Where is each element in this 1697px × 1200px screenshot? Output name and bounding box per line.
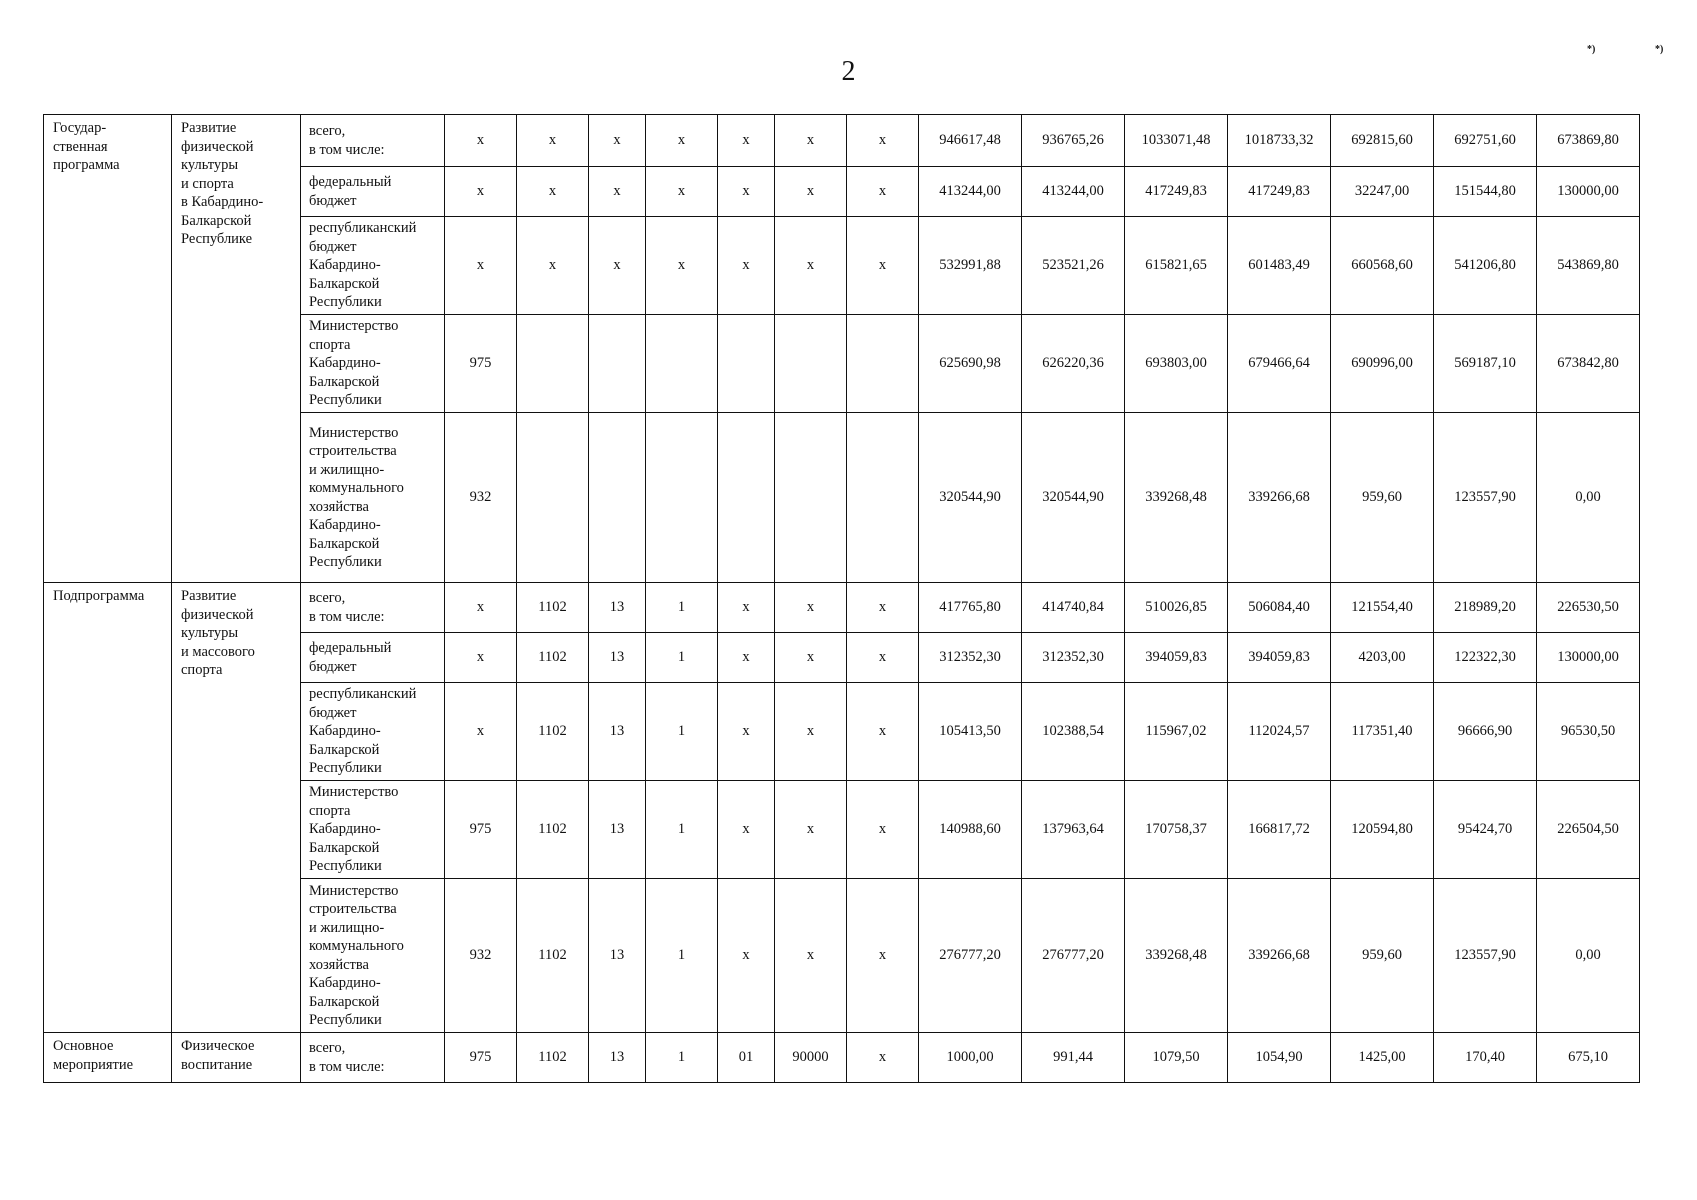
budget-code-cell xyxy=(847,413,919,583)
funding-source-cell: Министерство строительства и жилищно- коммунального хозяйства Кабардино- Балкарской Республики xyxy=(301,413,445,583)
amount-cell: 32247,00 xyxy=(1331,167,1434,217)
budget-code-cell xyxy=(646,315,718,413)
funding-source-cell: федеральный бюджет xyxy=(301,167,445,217)
amount-cell: 123557,90 xyxy=(1434,413,1537,583)
amount-cell: 312352,30 xyxy=(1022,633,1125,683)
budget-code-cell: 01 xyxy=(718,1033,775,1083)
funding-source-cell: всего, в том числе: xyxy=(301,583,445,633)
amount-cell: 140988,60 xyxy=(919,781,1022,879)
amount-cell: 0,00 xyxy=(1537,879,1640,1033)
budget-code-cell: x xyxy=(847,167,919,217)
amount-cell: 115967,02 xyxy=(1125,683,1228,781)
budget-code-cell: 975 xyxy=(445,781,517,879)
amount-cell: 510026,85 xyxy=(1125,583,1228,633)
amount-cell: 170758,37 xyxy=(1125,781,1228,879)
budget-code-cell: 1102 xyxy=(517,683,589,781)
program-status-cell: Основное мероприятие xyxy=(44,1033,172,1083)
funding-source-cell: Министерство спорта Кабардино- Балкарской Республики xyxy=(301,315,445,413)
amount-cell: 673869,80 xyxy=(1537,115,1640,167)
amount-cell: 339266,68 xyxy=(1228,879,1331,1033)
funding-source-cell: Министерство строительства и жилищно- коммунального хозяйства Кабардино- Балкарской Республики xyxy=(301,879,445,1033)
amount-cell: 137963,64 xyxy=(1022,781,1125,879)
funding-source-cell: всего, в том числе: xyxy=(301,1033,445,1083)
amount-cell: 122322,30 xyxy=(1434,633,1537,683)
funding-source-cell: федеральный бюджет xyxy=(301,633,445,683)
budget-code-cell: x xyxy=(445,115,517,167)
budget-code-cell: 1 xyxy=(646,683,718,781)
budget-code-cell: x xyxy=(847,781,919,879)
budget-code-cell: x xyxy=(775,633,847,683)
budget-code-cell: x xyxy=(847,633,919,683)
budget-code-cell: 13 xyxy=(589,633,646,683)
amount-cell: 660568,60 xyxy=(1331,217,1434,315)
funding-source-cell: Министерство спорта Кабардино- Балкарской Республики xyxy=(301,781,445,879)
amount-cell: 96530,50 xyxy=(1537,683,1640,781)
budget-code-cell: 975 xyxy=(445,1033,517,1083)
amount-cell: 0,00 xyxy=(1537,413,1640,583)
budget-code-cell: x xyxy=(718,115,775,167)
amount-cell: 417249,83 xyxy=(1228,167,1331,217)
amount-cell: 1425,00 xyxy=(1331,1033,1434,1083)
amount-cell: 312352,30 xyxy=(919,633,1022,683)
amount-cell: 626220,36 xyxy=(1022,315,1125,413)
program-name-cell: Развитие физической культуры и массового спорта xyxy=(172,583,301,1033)
budget-code-cell: x xyxy=(445,633,517,683)
amount-cell: 123557,90 xyxy=(1434,879,1537,1033)
budget-code-cell: x xyxy=(445,217,517,315)
budget-code-cell: 90000 xyxy=(775,1033,847,1083)
budget-code-cell: 1102 xyxy=(517,1033,589,1083)
amount-cell: 506084,40 xyxy=(1228,583,1331,633)
amount-cell: 394059,83 xyxy=(1228,633,1331,683)
budget-code-cell: x xyxy=(718,167,775,217)
budget-code-cell: x xyxy=(718,583,775,633)
amount-cell: 4203,00 xyxy=(1331,633,1434,683)
amount-cell: 112024,57 xyxy=(1228,683,1331,781)
amount-cell: 946617,48 xyxy=(919,115,1022,167)
amount-cell: 151544,80 xyxy=(1434,167,1537,217)
amount-cell: 413244,00 xyxy=(919,167,1022,217)
amount-cell: 692751,60 xyxy=(1434,115,1537,167)
budget-code-cell: x xyxy=(445,683,517,781)
amount-cell: 120594,80 xyxy=(1331,781,1434,879)
amount-cell: 1054,90 xyxy=(1228,1033,1331,1083)
amount-cell: 541206,80 xyxy=(1434,217,1537,315)
budget-code-cell: x xyxy=(589,167,646,217)
amount-cell: 1033071,48 xyxy=(1125,115,1228,167)
amount-cell: 226504,50 xyxy=(1537,781,1640,879)
amount-cell: 276777,20 xyxy=(919,879,1022,1033)
budget-code-cell: x xyxy=(847,879,919,1033)
budget-code-cell: x xyxy=(646,167,718,217)
amount-cell: 218989,20 xyxy=(1434,583,1537,633)
budget-code-cell: x xyxy=(718,217,775,315)
amount-cell: 417249,83 xyxy=(1125,167,1228,217)
budget-code-cell: 13 xyxy=(589,1033,646,1083)
budget-code-cell: 13 xyxy=(589,781,646,879)
amount-cell: 690996,00 xyxy=(1331,315,1434,413)
budget-code-cell: x xyxy=(445,583,517,633)
budget-code-cell: 975 xyxy=(445,315,517,413)
amount-cell: 625690,98 xyxy=(919,315,1022,413)
amount-cell: 679466,64 xyxy=(1228,315,1331,413)
amount-cell: 130000,00 xyxy=(1537,633,1640,683)
table-body xyxy=(44,115,1640,1083)
budget-code-cell: x xyxy=(646,217,718,315)
amount-cell: 1000,00 xyxy=(919,1033,1022,1083)
amount-cell: 320544,90 xyxy=(1022,413,1125,583)
budget-code-cell: x xyxy=(445,167,517,217)
amount-cell: 675,10 xyxy=(1537,1033,1640,1083)
amount-cell: 339268,48 xyxy=(1125,413,1228,583)
scan-mark: *) xyxy=(1655,44,1664,55)
program-status-cell: Государ- ственная программа xyxy=(44,115,172,583)
budget-table xyxy=(43,114,1640,1083)
budget-code-cell: 1 xyxy=(646,1033,718,1083)
amount-cell: 569187,10 xyxy=(1434,315,1537,413)
budget-code-cell xyxy=(847,315,919,413)
budget-code-cell: x xyxy=(517,217,589,315)
amount-cell: 417765,80 xyxy=(919,583,1022,633)
budget-code-cell: 932 xyxy=(445,413,517,583)
amount-cell: 673842,80 xyxy=(1537,315,1640,413)
budget-code-cell xyxy=(589,413,646,583)
budget-code-cell: x xyxy=(718,781,775,879)
funding-source-cell: всего, в том числе: xyxy=(301,115,445,167)
budget-code-cell xyxy=(517,315,589,413)
budget-code-cell: x xyxy=(847,583,919,633)
amount-cell: 166817,72 xyxy=(1228,781,1331,879)
budget-code-cell xyxy=(775,315,847,413)
amount-cell: 117351,40 xyxy=(1331,683,1434,781)
budget-code-cell: x xyxy=(775,167,847,217)
funding-source-cell: республиканский бюджет Кабардино- Балкарской Республики xyxy=(301,683,445,781)
budget-code-cell: 1102 xyxy=(517,781,589,879)
budget-code-cell: 1 xyxy=(646,879,718,1033)
budget-code-cell: 13 xyxy=(589,683,646,781)
table-row xyxy=(44,115,1640,167)
amount-cell: 1018733,32 xyxy=(1228,115,1331,167)
amount-cell: 276777,20 xyxy=(1022,879,1125,1033)
amount-cell: 601483,49 xyxy=(1228,217,1331,315)
budget-code-cell: x xyxy=(775,217,847,315)
budget-code-cell: x xyxy=(718,683,775,781)
budget-code-cell: x xyxy=(847,217,919,315)
amount-cell: 414740,84 xyxy=(1022,583,1125,633)
budget-code-cell: x xyxy=(775,683,847,781)
scan-mark: *) xyxy=(1587,44,1596,55)
amount-cell: 121554,40 xyxy=(1331,583,1434,633)
budget-code-cell: 1 xyxy=(646,781,718,879)
budget-code-cell xyxy=(517,413,589,583)
amount-cell: 991,44 xyxy=(1022,1033,1125,1083)
amount-cell: 615821,65 xyxy=(1125,217,1228,315)
amount-cell: 170,40 xyxy=(1434,1033,1537,1083)
funding-source-cell: республиканский бюджет Кабардино- Балкарской Республики xyxy=(301,217,445,315)
amount-cell: 693803,00 xyxy=(1125,315,1228,413)
budget-code-cell: x xyxy=(775,583,847,633)
budget-code-cell xyxy=(646,413,718,583)
budget-code-cell: x xyxy=(517,167,589,217)
budget-code-cell: x xyxy=(775,879,847,1033)
amount-cell: 339268,48 xyxy=(1125,879,1228,1033)
program-name-cell: Развитие физической культуры и спорта в Кабардино- Балкарской Республике xyxy=(172,115,301,583)
amount-cell: 95424,70 xyxy=(1434,781,1537,879)
program-name-cell: Физическое воспитание xyxy=(172,1033,301,1083)
budget-code-cell: x xyxy=(517,115,589,167)
table-row xyxy=(44,1033,1640,1083)
amount-cell: 1079,50 xyxy=(1125,1033,1228,1083)
budget-code-cell: 1102 xyxy=(517,633,589,683)
budget-code-cell: 1102 xyxy=(517,879,589,1033)
budget-code-cell: 13 xyxy=(589,879,646,1033)
budget-code-cell xyxy=(718,315,775,413)
budget-code-cell xyxy=(775,413,847,583)
budget-code-cell xyxy=(718,413,775,583)
page-number: 2 xyxy=(841,56,856,87)
amount-cell: 339266,68 xyxy=(1228,413,1331,583)
budget-code-cell: x xyxy=(775,781,847,879)
budget-code-cell: x xyxy=(847,1033,919,1083)
budget-code-cell: x xyxy=(589,115,646,167)
budget-code-cell: x xyxy=(718,879,775,1033)
budget-code-cell: 13 xyxy=(589,583,646,633)
amount-cell: 130000,00 xyxy=(1537,167,1640,217)
budget-code-cell: x xyxy=(847,115,919,167)
amount-cell: 413244,00 xyxy=(1022,167,1125,217)
amount-cell: 394059,83 xyxy=(1125,633,1228,683)
amount-cell: 226530,50 xyxy=(1537,583,1640,633)
budget-code-cell: 1 xyxy=(646,583,718,633)
amount-cell: 523521,26 xyxy=(1022,217,1125,315)
table-row xyxy=(44,583,1640,633)
amount-cell: 959,60 xyxy=(1331,413,1434,583)
amount-cell: 959,60 xyxy=(1331,879,1434,1033)
budget-code-cell: x xyxy=(646,115,718,167)
budget-code-cell: x xyxy=(847,683,919,781)
budget-code-cell: x xyxy=(775,115,847,167)
amount-cell: 543869,80 xyxy=(1537,217,1640,315)
budget-code-cell xyxy=(589,315,646,413)
amount-cell: 105413,50 xyxy=(919,683,1022,781)
budget-code-cell: 1102 xyxy=(517,583,589,633)
budget-code-cell: 932 xyxy=(445,879,517,1033)
amount-cell: 692815,60 xyxy=(1331,115,1434,167)
budget-code-cell: 1 xyxy=(646,633,718,683)
amount-cell: 532991,88 xyxy=(919,217,1022,315)
budget-code-cell: x xyxy=(718,633,775,683)
program-status-cell: Подпрограмма xyxy=(44,583,172,1033)
amount-cell: 936765,26 xyxy=(1022,115,1125,167)
amount-cell: 102388,54 xyxy=(1022,683,1125,781)
budget-code-cell: x xyxy=(589,217,646,315)
amount-cell: 96666,90 xyxy=(1434,683,1537,781)
amount-cell: 320544,90 xyxy=(919,413,1022,583)
